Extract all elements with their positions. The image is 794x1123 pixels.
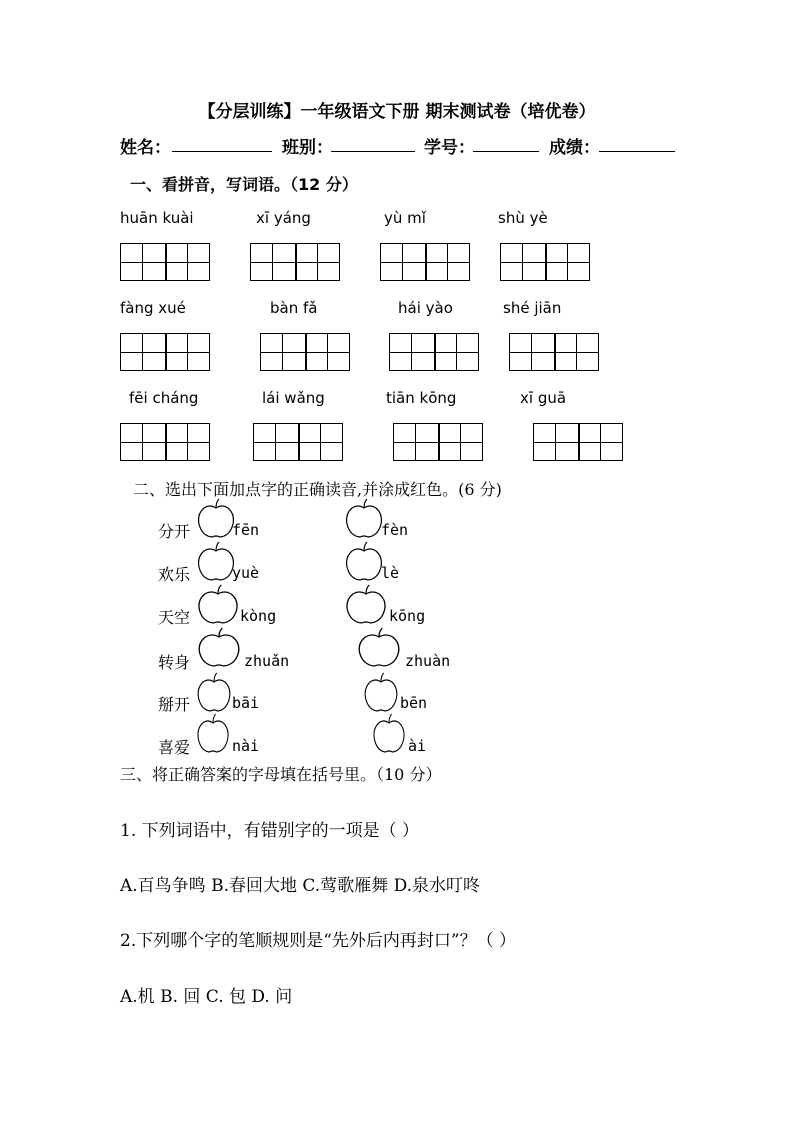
tianzige-box[interactable] [253, 423, 343, 461]
question-1-options: A.百鸟争鸣 B.春回大地 C.莺歌雁舞 D.泉水叮咚 [120, 876, 481, 896]
score-blank[interactable] [599, 133, 675, 157]
option-b: fèn [381, 521, 409, 539]
pinyin-label: tiān kōng [386, 389, 457, 407]
section1-heading: 一、看拼音，写词语。（12 分） [130, 175, 358, 194]
tianzige-box[interactable] [120, 423, 210, 461]
option-a: yuè [232, 564, 260, 582]
option-b: kōng [389, 607, 426, 625]
tianzige-box[interactable] [509, 333, 599, 371]
tianzige-box[interactable] [120, 333, 210, 371]
tianzige-box[interactable] [533, 423, 623, 461]
question-2: 2.下列哪个字的笔顺规则是“先外后内再封口”？（ ） [120, 931, 517, 951]
apple-icon[interactable] [194, 627, 244, 671]
pinyin-label: fēi cháng [129, 389, 199, 407]
page-title: 【分层训练】一年级语文下册 期末测试卷（培优卷） [198, 102, 596, 122]
pinyin-label: yù mǐ [384, 209, 426, 227]
apple-icon[interactable] [342, 498, 386, 542]
apple-icon[interactable] [361, 672, 401, 716]
pinyin-label: lái wǎng [262, 389, 325, 407]
apple-icon[interactable] [194, 672, 234, 716]
option-a: bāi [232, 694, 260, 712]
apple-icon[interactable] [370, 713, 408, 757]
class-blank[interactable] [331, 133, 415, 157]
number-label: 学号： [424, 138, 475, 158]
name-label: 姓名： [120, 138, 171, 158]
number-blank[interactable] [473, 133, 539, 157]
tianzige-box[interactable] [250, 243, 340, 281]
word-label: 天空 [158, 608, 191, 627]
word-label: 转身 [158, 653, 191, 672]
section3-heading: 三、将正确答案的字母填在括号里。（10 分） [120, 765, 442, 784]
tianzige-box[interactable] [120, 243, 210, 281]
word-label: 喜爱 [158, 738, 191, 757]
tianzige-box[interactable] [500, 243, 590, 281]
question-2-options: A.机 B. 回 C. 包 D. 问 [120, 987, 293, 1007]
option-b: lè [381, 564, 400, 582]
apple-icon[interactable] [194, 713, 232, 757]
apple-icon[interactable] [194, 584, 242, 628]
option-a: kòng [240, 607, 277, 625]
option-b: bēn [400, 694, 428, 712]
pinyin-label: hái yào [398, 299, 453, 317]
option-a: zhuǎn [244, 652, 290, 670]
pinyin-label: fàng xué [120, 299, 186, 317]
option-a: fēn [232, 521, 260, 539]
option-b: zhuàn [405, 652, 451, 670]
apple-icon[interactable] [354, 627, 404, 671]
tianzige-box[interactable] [389, 333, 479, 371]
word-label: 欢乐 [158, 565, 191, 584]
apple-icon[interactable] [342, 584, 390, 628]
name-blank[interactable] [172, 133, 272, 157]
option-b: ài [408, 737, 427, 755]
apple-icon[interactable] [342, 541, 386, 585]
pinyin-label: shù yè [498, 209, 548, 227]
score-label: 成绩： [549, 138, 600, 158]
pinyin-label: huān kuài [120, 209, 194, 227]
pinyin-label: shé jiān [503, 299, 562, 317]
tianzige-box[interactable] [393, 423, 483, 461]
word-label: 分开 [158, 522, 191, 541]
pinyin-label: bàn fǎ [270, 299, 318, 317]
word-label: 掰开 [158, 695, 191, 714]
option-a: nài [232, 737, 260, 755]
section2-heading: 二、选出下面加点字的正确读音,并涂成红色。(6 分) [133, 480, 502, 499]
tianzige-box[interactable] [260, 333, 350, 371]
pinyin-label: xī guā [520, 389, 567, 407]
class-label: 班别： [282, 138, 333, 158]
question-1: 1. 下列词语中，有错别字的一项是（ ） [120, 821, 420, 841]
pinyin-label: xī yáng [256, 209, 311, 227]
tianzige-box[interactable] [380, 243, 470, 281]
